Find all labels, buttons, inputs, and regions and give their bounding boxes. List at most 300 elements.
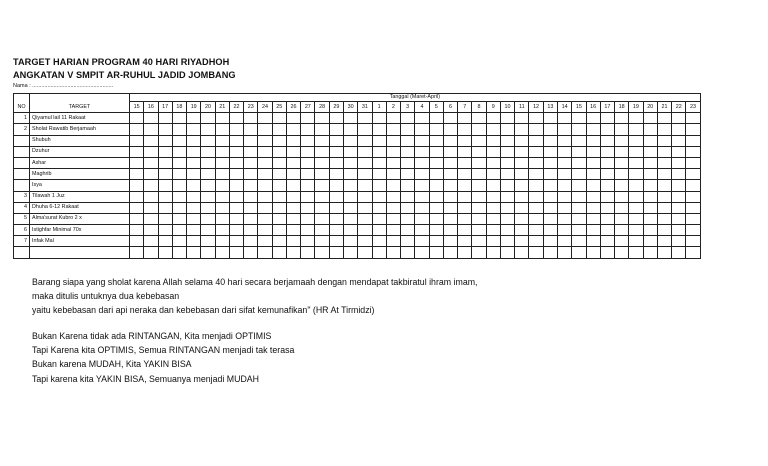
checkbox-cell[interactable] xyxy=(401,225,415,236)
checkbox-cell[interactable] xyxy=(458,225,472,236)
checkbox-cell[interactable] xyxy=(372,157,386,168)
checkbox-cell[interactable] xyxy=(401,236,415,247)
checkbox-cell[interactable] xyxy=(615,146,629,157)
checkbox-cell[interactable] xyxy=(386,236,400,247)
checkbox-cell[interactable] xyxy=(258,191,272,202)
checkbox-cell[interactable] xyxy=(543,213,557,224)
checkbox-cell[interactable] xyxy=(458,202,472,213)
checkbox-cell[interactable] xyxy=(244,202,258,213)
checkbox-cell[interactable] xyxy=(301,113,315,124)
checkbox-cell[interactable] xyxy=(372,247,386,258)
checkbox-cell[interactable] xyxy=(643,169,657,180)
checkbox-cell[interactable] xyxy=(272,146,286,157)
checkbox-cell[interactable] xyxy=(343,247,357,258)
checkbox-cell[interactable] xyxy=(301,202,315,213)
checkbox-cell[interactable] xyxy=(600,180,614,191)
checkbox-cell[interactable] xyxy=(130,225,144,236)
checkbox-cell[interactable] xyxy=(329,202,343,213)
checkbox-cell[interactable] xyxy=(215,247,229,258)
checkbox-cell[interactable] xyxy=(201,247,215,258)
checkbox-cell[interactable] xyxy=(272,169,286,180)
checkbox-cell[interactable] xyxy=(244,113,258,124)
checkbox-cell[interactable] xyxy=(187,213,201,224)
checkbox-cell[interactable] xyxy=(301,191,315,202)
checkbox-cell[interactable] xyxy=(672,146,686,157)
checkbox-cell[interactable] xyxy=(286,225,300,236)
checkbox-cell[interactable] xyxy=(515,146,529,157)
checkbox-cell[interactable] xyxy=(557,236,571,247)
checkbox-cell[interactable] xyxy=(600,202,614,213)
checkbox-cell[interactable] xyxy=(543,180,557,191)
checkbox-cell[interactable] xyxy=(158,202,172,213)
checkbox-cell[interactable] xyxy=(229,202,243,213)
checkbox-cell[interactable] xyxy=(643,157,657,168)
checkbox-cell[interactable] xyxy=(672,180,686,191)
checkbox-cell[interactable] xyxy=(286,213,300,224)
checkbox-cell[interactable] xyxy=(315,180,329,191)
checkbox-cell[interactable] xyxy=(329,180,343,191)
checkbox-cell[interactable] xyxy=(443,191,457,202)
checkbox-cell[interactable] xyxy=(172,247,186,258)
checkbox-cell[interactable] xyxy=(172,157,186,168)
checkbox-cell[interactable] xyxy=(472,124,486,135)
checkbox-cell[interactable] xyxy=(458,213,472,224)
checkbox-cell[interactable] xyxy=(643,236,657,247)
checkbox-cell[interactable] xyxy=(187,191,201,202)
checkbox-cell[interactable] xyxy=(472,135,486,146)
checkbox-cell[interactable] xyxy=(258,236,272,247)
checkbox-cell[interactable] xyxy=(600,157,614,168)
checkbox-cell[interactable] xyxy=(343,157,357,168)
checkbox-cell[interactable] xyxy=(515,191,529,202)
checkbox-cell[interactable] xyxy=(343,124,357,135)
checkbox-cell[interactable] xyxy=(586,247,600,258)
checkbox-cell[interactable] xyxy=(557,169,571,180)
checkbox-cell[interactable] xyxy=(215,180,229,191)
checkbox-cell[interactable] xyxy=(643,247,657,258)
checkbox-cell[interactable] xyxy=(315,191,329,202)
checkbox-cell[interactable] xyxy=(500,135,514,146)
checkbox-cell[interactable] xyxy=(343,236,357,247)
checkbox-cell[interactable] xyxy=(172,169,186,180)
checkbox-cell[interactable] xyxy=(472,202,486,213)
checkbox-cell[interactable] xyxy=(130,236,144,247)
checkbox-cell[interactable] xyxy=(244,225,258,236)
checkbox-cell[interactable] xyxy=(229,157,243,168)
checkbox-cell[interactable] xyxy=(443,124,457,135)
checkbox-cell[interactable] xyxy=(600,236,614,247)
checkbox-cell[interactable] xyxy=(301,236,315,247)
checkbox-cell[interactable] xyxy=(529,247,543,258)
checkbox-cell[interactable] xyxy=(201,157,215,168)
checkbox-cell[interactable] xyxy=(229,113,243,124)
checkbox-cell[interactable] xyxy=(244,169,258,180)
checkbox-cell[interactable] xyxy=(187,225,201,236)
checkbox-cell[interactable] xyxy=(258,124,272,135)
checkbox-cell[interactable] xyxy=(600,213,614,224)
checkbox-cell[interactable] xyxy=(229,124,243,135)
checkbox-cell[interactable] xyxy=(229,191,243,202)
checkbox-cell[interactable] xyxy=(657,113,671,124)
checkbox-cell[interactable] xyxy=(215,236,229,247)
checkbox-cell[interactable] xyxy=(158,124,172,135)
checkbox-cell[interactable] xyxy=(301,225,315,236)
checkbox-cell[interactable] xyxy=(258,202,272,213)
checkbox-cell[interactable] xyxy=(401,157,415,168)
checkbox-cell[interactable] xyxy=(672,124,686,135)
checkbox-cell[interactable] xyxy=(600,247,614,258)
checkbox-cell[interactable] xyxy=(657,225,671,236)
checkbox-cell[interactable] xyxy=(215,169,229,180)
checkbox-cell[interactable] xyxy=(201,146,215,157)
checkbox-cell[interactable] xyxy=(672,157,686,168)
checkbox-cell[interactable] xyxy=(144,169,158,180)
checkbox-cell[interactable] xyxy=(443,225,457,236)
checkbox-cell[interactable] xyxy=(301,157,315,168)
checkbox-cell[interactable] xyxy=(586,169,600,180)
checkbox-cell[interactable] xyxy=(286,113,300,124)
checkbox-cell[interactable] xyxy=(329,157,343,168)
checkbox-cell[interactable] xyxy=(158,157,172,168)
checkbox-cell[interactable] xyxy=(543,202,557,213)
checkbox-cell[interactable] xyxy=(586,146,600,157)
checkbox-cell[interactable] xyxy=(315,135,329,146)
checkbox-cell[interactable] xyxy=(372,146,386,157)
checkbox-cell[interactable] xyxy=(329,213,343,224)
checkbox-cell[interactable] xyxy=(443,180,457,191)
checkbox-cell[interactable] xyxy=(515,225,529,236)
checkbox-cell[interactable] xyxy=(557,180,571,191)
checkbox-cell[interactable] xyxy=(172,113,186,124)
checkbox-cell[interactable] xyxy=(672,169,686,180)
checkbox-cell[interactable] xyxy=(657,157,671,168)
checkbox-cell[interactable] xyxy=(158,146,172,157)
checkbox-cell[interactable] xyxy=(272,180,286,191)
checkbox-cell[interactable] xyxy=(187,135,201,146)
checkbox-cell[interactable] xyxy=(315,247,329,258)
checkbox-cell[interactable] xyxy=(301,180,315,191)
checkbox-cell[interactable] xyxy=(672,113,686,124)
checkbox-cell[interactable] xyxy=(201,191,215,202)
checkbox-cell[interactable] xyxy=(657,191,671,202)
checkbox-cell[interactable] xyxy=(543,225,557,236)
checkbox-cell[interactable] xyxy=(557,113,571,124)
checkbox-cell[interactable] xyxy=(372,180,386,191)
checkbox-cell[interactable] xyxy=(486,113,500,124)
checkbox-cell[interactable] xyxy=(586,157,600,168)
checkbox-cell[interactable] xyxy=(258,135,272,146)
checkbox-cell[interactable] xyxy=(543,247,557,258)
checkbox-cell[interactable] xyxy=(572,135,586,146)
checkbox-cell[interactable] xyxy=(329,247,343,258)
checkbox-cell[interactable] xyxy=(657,202,671,213)
checkbox-cell[interactable] xyxy=(272,157,286,168)
checkbox-cell[interactable] xyxy=(429,124,443,135)
checkbox-cell[interactable] xyxy=(415,213,429,224)
checkbox-cell[interactable] xyxy=(429,236,443,247)
checkbox-cell[interactable] xyxy=(244,236,258,247)
checkbox-cell[interactable] xyxy=(144,191,158,202)
checkbox-cell[interactable] xyxy=(401,146,415,157)
checkbox-cell[interactable] xyxy=(415,225,429,236)
checkbox-cell[interactable] xyxy=(372,225,386,236)
checkbox-cell[interactable] xyxy=(443,169,457,180)
checkbox-cell[interactable] xyxy=(358,135,372,146)
checkbox-cell[interactable] xyxy=(443,247,457,258)
checkbox-cell[interactable] xyxy=(386,225,400,236)
checkbox-cell[interactable] xyxy=(187,113,201,124)
checkbox-cell[interactable] xyxy=(187,124,201,135)
checkbox-cell[interactable] xyxy=(386,247,400,258)
checkbox-cell[interactable] xyxy=(472,180,486,191)
checkbox-cell[interactable] xyxy=(187,247,201,258)
checkbox-cell[interactable] xyxy=(229,180,243,191)
checkbox-cell[interactable] xyxy=(643,191,657,202)
checkbox-cell[interactable] xyxy=(130,191,144,202)
checkbox-cell[interactable] xyxy=(158,225,172,236)
checkbox-cell[interactable] xyxy=(529,213,543,224)
checkbox-cell[interactable] xyxy=(172,124,186,135)
checkbox-cell[interactable] xyxy=(315,113,329,124)
checkbox-cell[interactable] xyxy=(529,146,543,157)
checkbox-cell[interactable] xyxy=(515,113,529,124)
checkbox-cell[interactable] xyxy=(657,213,671,224)
checkbox-cell[interactable] xyxy=(144,236,158,247)
checkbox-cell[interactable] xyxy=(557,247,571,258)
checkbox-cell[interactable] xyxy=(429,146,443,157)
checkbox-cell[interactable] xyxy=(443,236,457,247)
checkbox-cell[interactable] xyxy=(272,135,286,146)
checkbox-cell[interactable] xyxy=(543,135,557,146)
checkbox-cell[interactable] xyxy=(429,191,443,202)
checkbox-cell[interactable] xyxy=(458,169,472,180)
checkbox-cell[interactable] xyxy=(258,169,272,180)
checkbox-cell[interactable] xyxy=(500,236,514,247)
checkbox-cell[interactable] xyxy=(486,146,500,157)
checkbox-cell[interactable] xyxy=(386,113,400,124)
checkbox-cell[interactable] xyxy=(229,146,243,157)
checkbox-cell[interactable] xyxy=(415,169,429,180)
checkbox-cell[interactable] xyxy=(172,135,186,146)
checkbox-cell[interactable] xyxy=(286,135,300,146)
checkbox-cell[interactable] xyxy=(529,191,543,202)
checkbox-cell[interactable] xyxy=(572,225,586,236)
checkbox-cell[interactable] xyxy=(515,157,529,168)
checkbox-cell[interactable] xyxy=(486,135,500,146)
checkbox-cell[interactable] xyxy=(472,157,486,168)
checkbox-cell[interactable] xyxy=(286,169,300,180)
checkbox-cell[interactable] xyxy=(201,169,215,180)
checkbox-cell[interactable] xyxy=(615,180,629,191)
checkbox-cell[interactable] xyxy=(358,225,372,236)
checkbox-cell[interactable] xyxy=(286,124,300,135)
checkbox-cell[interactable] xyxy=(172,191,186,202)
checkbox-cell[interactable] xyxy=(557,146,571,157)
checkbox-cell[interactable] xyxy=(643,113,657,124)
checkbox-cell[interactable] xyxy=(258,225,272,236)
checkbox-cell[interactable] xyxy=(244,135,258,146)
checkbox-cell[interactable] xyxy=(657,247,671,258)
checkbox-cell[interactable] xyxy=(372,113,386,124)
checkbox-cell[interactable] xyxy=(144,124,158,135)
checkbox-cell[interactable] xyxy=(386,202,400,213)
checkbox-cell[interactable] xyxy=(500,124,514,135)
checkbox-cell[interactable] xyxy=(686,180,700,191)
checkbox-cell[interactable] xyxy=(600,124,614,135)
checkbox-cell[interactable] xyxy=(187,202,201,213)
checkbox-cell[interactable] xyxy=(358,236,372,247)
checkbox-cell[interactable] xyxy=(529,124,543,135)
checkbox-cell[interactable] xyxy=(629,135,643,146)
checkbox-cell[interactable] xyxy=(401,113,415,124)
checkbox-cell[interactable] xyxy=(172,146,186,157)
checkbox-cell[interactable] xyxy=(358,202,372,213)
checkbox-cell[interactable] xyxy=(472,213,486,224)
checkbox-cell[interactable] xyxy=(215,113,229,124)
checkbox-cell[interactable] xyxy=(458,157,472,168)
checkbox-cell[interactable] xyxy=(386,146,400,157)
checkbox-cell[interactable] xyxy=(172,236,186,247)
checkbox-cell[interactable] xyxy=(315,146,329,157)
checkbox-cell[interactable] xyxy=(229,169,243,180)
checkbox-cell[interactable] xyxy=(686,135,700,146)
checkbox-cell[interactable] xyxy=(158,135,172,146)
checkbox-cell[interactable] xyxy=(372,191,386,202)
checkbox-cell[interactable] xyxy=(144,180,158,191)
checkbox-cell[interactable] xyxy=(358,247,372,258)
checkbox-cell[interactable] xyxy=(472,191,486,202)
checkbox-cell[interactable] xyxy=(429,135,443,146)
checkbox-cell[interactable] xyxy=(229,225,243,236)
checkbox-cell[interactable] xyxy=(215,135,229,146)
checkbox-cell[interactable] xyxy=(144,146,158,157)
checkbox-cell[interactable] xyxy=(443,157,457,168)
checkbox-cell[interactable] xyxy=(686,225,700,236)
checkbox-cell[interactable] xyxy=(615,191,629,202)
checkbox-cell[interactable] xyxy=(529,157,543,168)
checkbox-cell[interactable] xyxy=(429,202,443,213)
checkbox-cell[interactable] xyxy=(343,180,357,191)
checkbox-cell[interactable] xyxy=(343,225,357,236)
checkbox-cell[interactable] xyxy=(586,202,600,213)
checkbox-cell[interactable] xyxy=(615,236,629,247)
checkbox-cell[interactable] xyxy=(144,157,158,168)
checkbox-cell[interactable] xyxy=(272,236,286,247)
checkbox-cell[interactable] xyxy=(686,247,700,258)
checkbox-cell[interactable] xyxy=(272,213,286,224)
checkbox-cell[interactable] xyxy=(415,135,429,146)
checkbox-cell[interactable] xyxy=(215,213,229,224)
checkbox-cell[interactable] xyxy=(158,213,172,224)
checkbox-cell[interactable] xyxy=(615,202,629,213)
checkbox-cell[interactable] xyxy=(515,247,529,258)
checkbox-cell[interactable] xyxy=(187,169,201,180)
checkbox-cell[interactable] xyxy=(286,180,300,191)
checkbox-cell[interactable] xyxy=(130,169,144,180)
checkbox-cell[interactable] xyxy=(201,202,215,213)
checkbox-cell[interactable] xyxy=(244,124,258,135)
checkbox-cell[interactable] xyxy=(629,113,643,124)
checkbox-cell[interactable] xyxy=(215,146,229,157)
checkbox-cell[interactable] xyxy=(629,225,643,236)
checkbox-cell[interactable] xyxy=(201,124,215,135)
checkbox-cell[interactable] xyxy=(643,146,657,157)
checkbox-cell[interactable] xyxy=(615,135,629,146)
checkbox-cell[interactable] xyxy=(144,213,158,224)
checkbox-cell[interactable] xyxy=(244,157,258,168)
checkbox-cell[interactable] xyxy=(372,236,386,247)
checkbox-cell[interactable] xyxy=(372,169,386,180)
checkbox-cell[interactable] xyxy=(372,135,386,146)
checkbox-cell[interactable] xyxy=(686,213,700,224)
checkbox-cell[interactable] xyxy=(429,113,443,124)
checkbox-cell[interactable] xyxy=(386,180,400,191)
checkbox-cell[interactable] xyxy=(586,124,600,135)
checkbox-cell[interactable] xyxy=(472,247,486,258)
checkbox-cell[interactable] xyxy=(629,157,643,168)
checkbox-cell[interactable] xyxy=(672,213,686,224)
checkbox-cell[interactable] xyxy=(572,113,586,124)
checkbox-cell[interactable] xyxy=(629,236,643,247)
checkbox-cell[interactable] xyxy=(286,247,300,258)
checkbox-cell[interactable] xyxy=(586,180,600,191)
checkbox-cell[interactable] xyxy=(600,225,614,236)
checkbox-cell[interactable] xyxy=(343,213,357,224)
checkbox-cell[interactable] xyxy=(557,191,571,202)
checkbox-cell[interactable] xyxy=(358,180,372,191)
checkbox-cell[interactable] xyxy=(286,146,300,157)
checkbox-cell[interactable] xyxy=(315,213,329,224)
checkbox-cell[interactable] xyxy=(144,135,158,146)
checkbox-cell[interactable] xyxy=(258,180,272,191)
checkbox-cell[interactable] xyxy=(458,191,472,202)
checkbox-cell[interactable] xyxy=(329,146,343,157)
checkbox-cell[interactable] xyxy=(486,236,500,247)
checkbox-cell[interactable] xyxy=(358,169,372,180)
checkbox-cell[interactable] xyxy=(386,157,400,168)
checkbox-cell[interactable] xyxy=(301,169,315,180)
checkbox-cell[interactable] xyxy=(401,247,415,258)
checkbox-cell[interactable] xyxy=(272,247,286,258)
checkbox-cell[interactable] xyxy=(500,213,514,224)
checkbox-cell[interactable] xyxy=(343,169,357,180)
checkbox-cell[interactable] xyxy=(486,225,500,236)
checkbox-cell[interactable] xyxy=(500,157,514,168)
checkbox-cell[interactable] xyxy=(315,225,329,236)
checkbox-cell[interactable] xyxy=(386,124,400,135)
checkbox-cell[interactable] xyxy=(158,247,172,258)
checkbox-cell[interactable] xyxy=(458,180,472,191)
checkbox-cell[interactable] xyxy=(657,180,671,191)
checkbox-cell[interactable] xyxy=(500,180,514,191)
checkbox-cell[interactable] xyxy=(657,146,671,157)
checkbox-cell[interactable] xyxy=(557,202,571,213)
checkbox-cell[interactable] xyxy=(686,157,700,168)
checkbox-cell[interactable] xyxy=(615,225,629,236)
checkbox-cell[interactable] xyxy=(615,124,629,135)
checkbox-cell[interactable] xyxy=(672,135,686,146)
checkbox-cell[interactable] xyxy=(187,236,201,247)
checkbox-cell[interactable] xyxy=(472,146,486,157)
checkbox-cell[interactable] xyxy=(415,124,429,135)
checkbox-cell[interactable] xyxy=(343,113,357,124)
checkbox-cell[interactable] xyxy=(500,202,514,213)
checkbox-cell[interactable] xyxy=(615,213,629,224)
checkbox-cell[interactable] xyxy=(272,225,286,236)
checkbox-cell[interactable] xyxy=(272,113,286,124)
checkbox-cell[interactable] xyxy=(629,247,643,258)
checkbox-cell[interactable] xyxy=(201,236,215,247)
